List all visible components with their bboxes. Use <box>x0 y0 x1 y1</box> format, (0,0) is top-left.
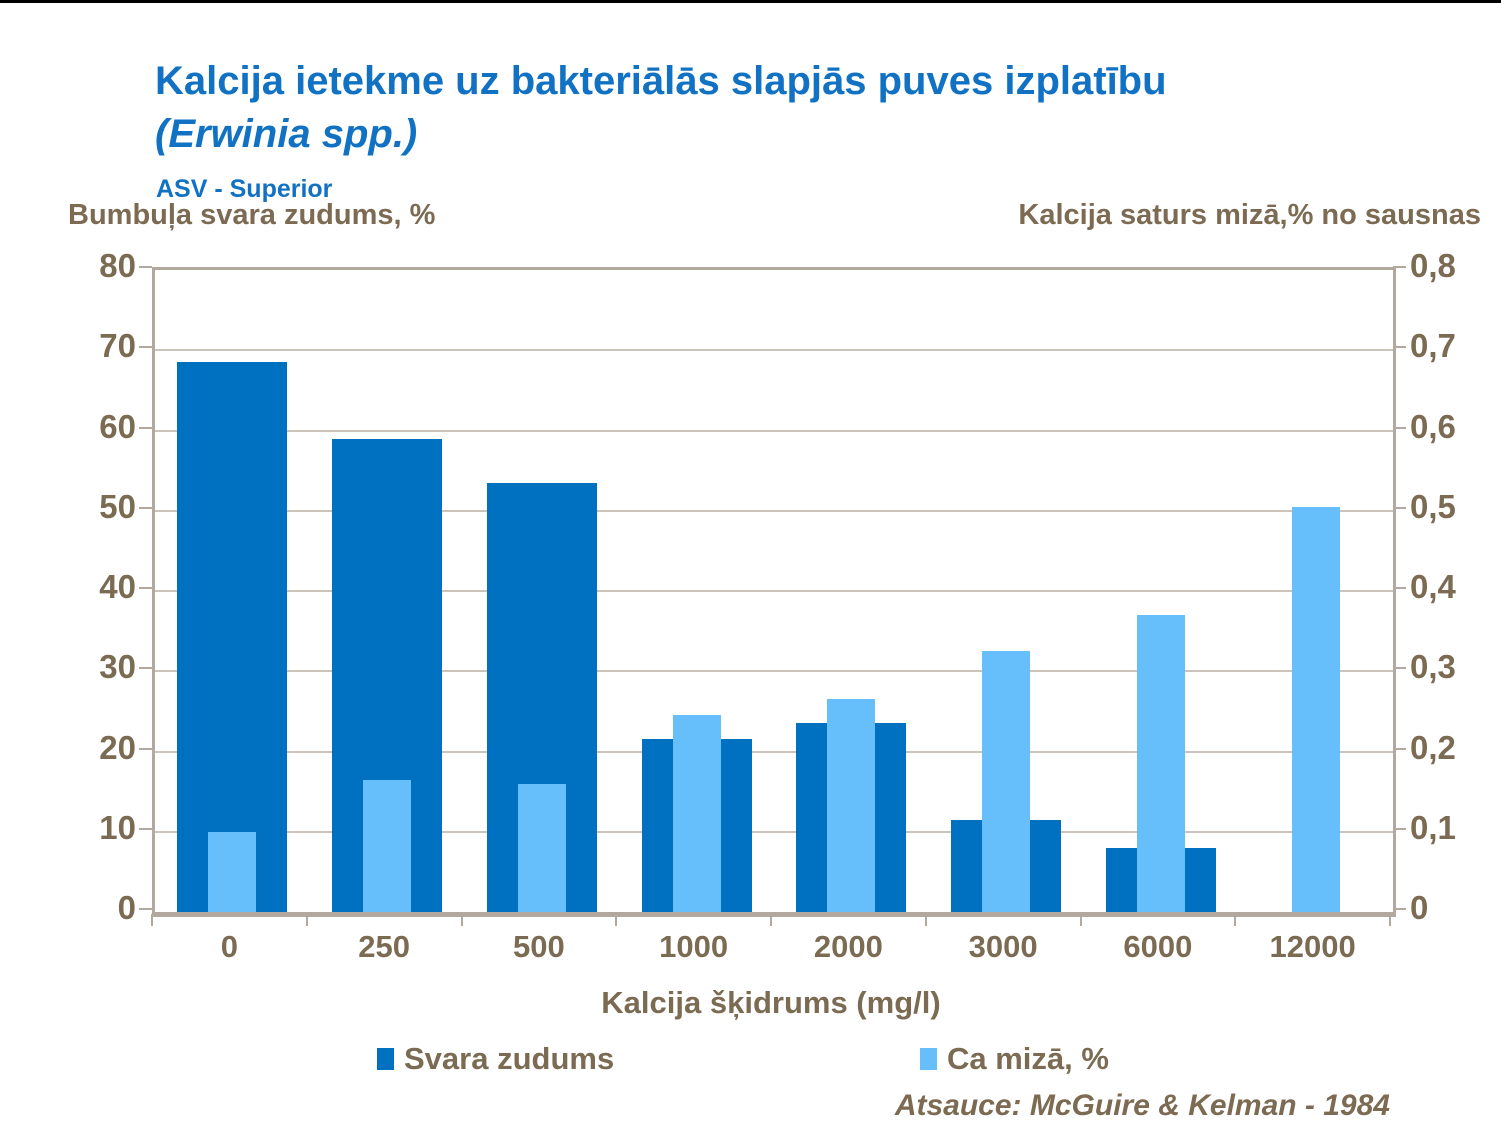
right-ytick-label: 0,2 <box>1410 728 1456 766</box>
xtick-label-1000: 1000 <box>659 929 729 964</box>
xtick-label-250: 250 <box>358 929 410 964</box>
right-tickmark <box>1393 587 1406 589</box>
left-ytick-label: 10 <box>99 808 136 846</box>
x-axis-title: Kalcija šķidrums (mg/l) <box>601 985 941 1020</box>
left-ytick-label: 80 <box>99 247 136 284</box>
gridline <box>155 430 1393 432</box>
x-tickmark <box>306 914 308 926</box>
xtick-label-500: 500 <box>513 929 565 964</box>
xtick-label-6000: 6000 <box>1123 929 1193 964</box>
right-ytick-label: 0,3 <box>1410 648 1456 686</box>
right-ytick-label: 0,7 <box>1410 327 1456 365</box>
legend-swatch-light_blue <box>920 1048 937 1070</box>
bar-ca-miza-250 <box>363 780 411 912</box>
legend-item-light_blue <box>920 1041 1109 1077</box>
x-tickmark <box>925 914 927 926</box>
left-axis-title: Bumbuļa svara zudums, % <box>68 199 436 231</box>
chart-title <box>155 55 1167 161</box>
chart-subtitle: ASV - Superior <box>156 175 333 203</box>
legend-label: Ca mizā, % <box>947 1041 1109 1076</box>
left-tickmark <box>139 587 152 589</box>
source-note: Atsauce: McGuire & Kelman - 1984 <box>894 1089 1390 1122</box>
bar-ca-miza-6000 <box>1137 615 1185 912</box>
left-ytick-label: 70 <box>99 327 136 365</box>
right-tickmark <box>1393 266 1406 268</box>
right-tickmark <box>1393 507 1406 509</box>
left-tickmark <box>139 828 152 830</box>
right-ytick-label: 0,4 <box>1410 568 1456 605</box>
right-ytick-label: 0,1 <box>1410 808 1456 846</box>
plot-area <box>152 267 1396 917</box>
bar-svara-zudums-0 <box>177 362 287 912</box>
legend-swatch-dark_blue <box>377 1048 394 1070</box>
x-tickmark <box>1080 914 1082 926</box>
right-tickmark <box>1393 427 1406 429</box>
xtick-label-2000: 2000 <box>813 929 883 964</box>
bar-ca-miza-0 <box>208 832 256 912</box>
gridline <box>155 349 1393 351</box>
xtick-label-3000: 3000 <box>968 929 1038 964</box>
right-ytick-label: 0,5 <box>1410 487 1456 525</box>
left-tickmark <box>139 266 152 268</box>
left-ytick-label: 20 <box>99 728 136 766</box>
x-tickmark <box>151 914 153 926</box>
left-tickmark <box>139 667 152 669</box>
x-tickmark <box>461 914 463 926</box>
left-ytick-label: 30 <box>99 648 136 686</box>
bar-ca-miza-2000 <box>827 699 875 912</box>
xtick-label-0: 0 <box>220 929 238 964</box>
right-tickmark <box>1393 748 1406 750</box>
right-ytick-label: 0,8 <box>1410 247 1456 284</box>
left-tickmark <box>139 507 152 509</box>
right-tickmark <box>1393 908 1406 910</box>
bar-ca-miza-3000 <box>982 651 1030 912</box>
xtick-label-12000: 12000 <box>1269 929 1356 964</box>
left-ytick-label: 0 <box>117 889 136 926</box>
chart-title-line2: (Erwinia spp.) <box>155 111 418 156</box>
left-tickmark <box>139 908 152 910</box>
legend-label: Svara zudums <box>404 1041 615 1076</box>
left-tickmark <box>139 427 152 429</box>
right-tickmark <box>1393 346 1406 348</box>
legend-item-dark_blue <box>377 1041 614 1077</box>
right-ytick-label: 0,6 <box>1410 407 1456 445</box>
right-ytick-label: 0 <box>1410 889 1429 926</box>
left-tickmark <box>139 748 152 750</box>
right-tickmark <box>1393 667 1406 669</box>
left-ytick-label: 40 <box>99 568 136 605</box>
left-ytick-label: 60 <box>99 407 136 445</box>
right-axis-title: Kalcija saturs mizā,% no sausnas <box>1018 199 1481 231</box>
left-ytick-label: 50 <box>99 487 136 525</box>
bar-ca-miza-1000 <box>673 715 721 912</box>
x-tickmark <box>770 914 772 926</box>
bar-ca-miza-500 <box>518 784 566 912</box>
x-tickmark <box>1389 914 1391 926</box>
chart-title-line1: Kalcija ietekme uz bakteriālās slapjās puves izplatību <box>155 59 1167 103</box>
left-tickmark <box>139 346 152 348</box>
right-tickmark <box>1393 828 1406 830</box>
x-tickmark <box>1234 914 1236 926</box>
x-tickmark <box>615 914 617 926</box>
bar-ca-miza-12000 <box>1292 507 1340 912</box>
